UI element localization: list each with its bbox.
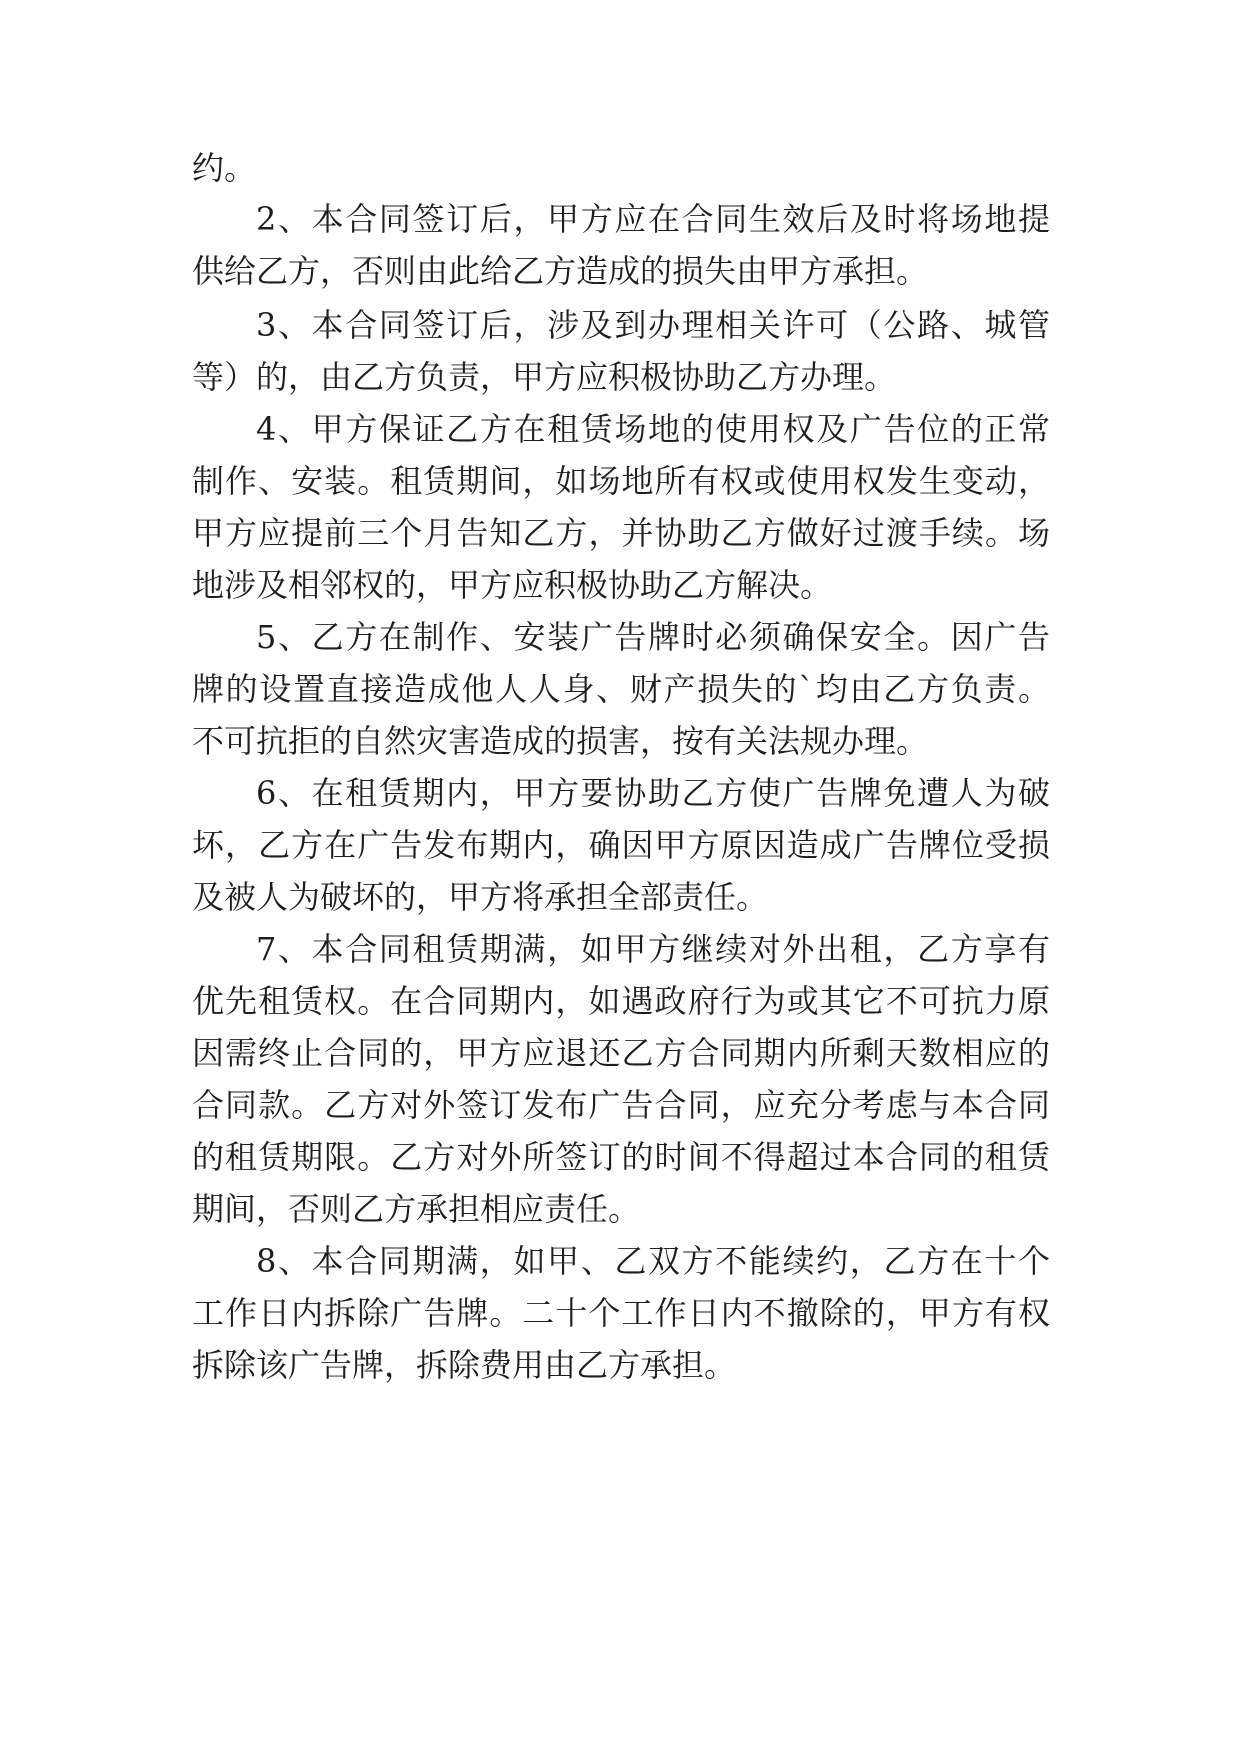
text-line: 6、在租赁期内，甲方要协助乙方使广告牌免遭人为破: [256, 774, 1050, 812]
text-line: 5、乙方在制作、安装广告牌时必须确保安全。因广告: [256, 618, 1050, 656]
text-line: 因需终止合同的，甲方应退还乙方合同期内所剩天数相应的: [192, 1034, 1050, 1072]
text-line: 7、本合同租赁期满，如甲方继续对外出租，乙方享有: [256, 930, 1050, 968]
text-line: 合同款。乙方对外签订发布广告合同，应充分考虑与本合同: [192, 1086, 1050, 1124]
text-line: 2、本合同签订后，甲方应在合同生效后及时将场地提: [256, 200, 1050, 238]
text-line: 等）的，由乙方负责，甲方应积极协助乙方办理。: [192, 358, 897, 396]
text-line: 8、本合同期满，如甲、乙双方不能续约，乙方在十个: [256, 1242, 1050, 1280]
text-line: 制作、安装。租赁期间，如场地所有权或使用权发生变动，: [192, 462, 1050, 500]
text-line: 甲方应提前三个月告知乙方，并协助乙方做好过渡手续。场: [192, 514, 1050, 552]
text-line: 期间，否则乙方承担相应责任。: [192, 1190, 641, 1228]
text-line: 约。: [192, 149, 257, 187]
text-line: 不可抗拒的自然灾害造成的损害，按有关法规办理。: [192, 722, 929, 760]
text-line: 拆除该广告牌，拆除费用由乙方承担。: [192, 1346, 737, 1384]
text-line: 坏，乙方在广告发布期内，确因甲方原因造成广告牌位受损: [192, 826, 1050, 864]
text-line: 的租赁期限。乙方对外所签订的时间不得超过本合同的租赁: [192, 1138, 1050, 1176]
text-line: 工作日内拆除广告牌。二十个工作日内不撤除的，甲方有权: [192, 1294, 1050, 1332]
text-line: 地涉及相邻权的，甲方应积极协助乙方解决。: [192, 566, 833, 604]
text-line: 优先租赁权。在合同期内，如遇政府行为或其它不可抗力原: [192, 982, 1050, 1020]
text-line: 及被人为破坏的，甲方将承担全部责任。: [192, 878, 769, 916]
text-line: 供给乙方，否则由此给乙方造成的损失由甲方承担。: [192, 252, 929, 290]
text-line: 牌的设置直接造成他人人身、财产损失的`均由乙方负责。: [192, 670, 1050, 708]
text-line: 4、甲方保证乙方在租赁场地的使用权及广告位的正常: [256, 410, 1050, 448]
text-line: 3、本合同签订后，涉及到办理相关许可（公路、城管: [256, 306, 1050, 344]
